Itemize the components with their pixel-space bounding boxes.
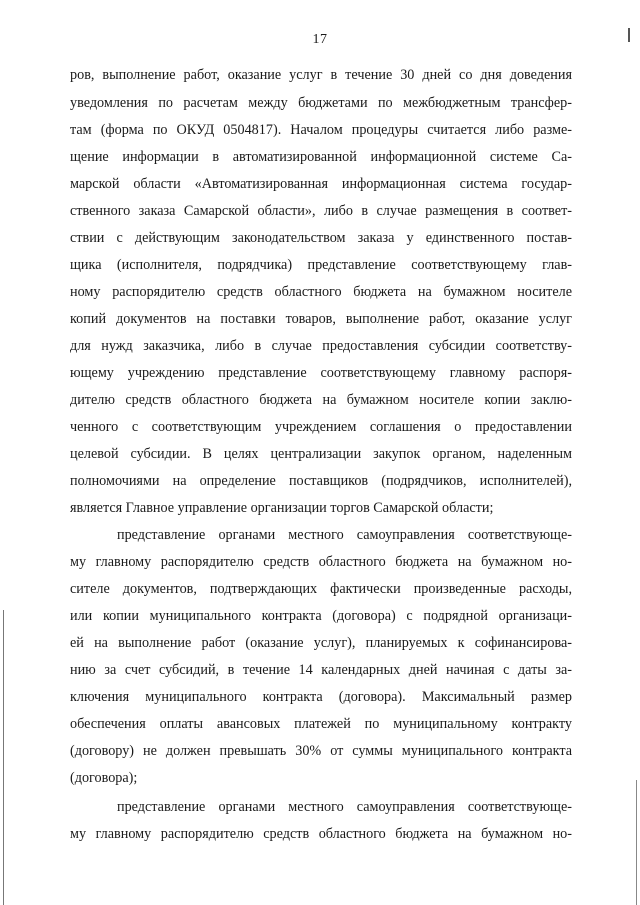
text-line: щение информации в автоматизированной информационной системе Са- [70,149,572,165]
text-line: му главному распорядителю средств областного бюджета на бумажном но- [70,554,572,570]
text-line: для нужд заказчика, либо в случае предоставления субсидии соответству- [70,338,572,354]
text-line: полномочиями на определение поставщиков (подрядчиков, исполнителей), [70,473,572,489]
text-line: копий документов на поставки товаров, выполнение работ, оказание услуг [70,311,572,327]
text-line: ченного с соответствующим учреждением соглашения о предоставлении [70,419,572,435]
text-line: или копии муниципального контракта (договора) с подрядной организаци- [70,608,572,624]
text-line: уведомления по расчетам между бюджетами по межбюджетным трансфер- [70,95,572,111]
text-line: является Главное управление организации торгов Самарской области; [70,500,494,516]
text-line: там (форма по ОКУД 0504817). Началом процедуры считается либо разме- [70,122,572,138]
text-line: ключения муниципального контракта (договора). Максимальный размер [70,689,572,705]
text-line: ров, выполнение работ, оказание услуг в течение 30 дней со дня доведения [70,67,572,83]
paragraph-start-line: представление органами местного самоуправления соответствующе- [117,527,572,543]
text-line: дителю средств областного бюджета на бумажном носителе копии заклю- [70,392,572,408]
text-line: щика (исполнителя, подрядчика) представление соответствующему глав- [70,257,572,273]
scan-artifact-right-edge [636,780,637,905]
text-line: ющему учреждению представление соответствующему главному распоря- [70,365,572,381]
text-line: целевой субсидии. В целях централизации закупок органом, наделенным [70,446,572,462]
text-line: му главному распорядителю средств областного бюджета на бумажном но- [70,826,572,842]
text-line: ному распорядителю средств областного бюджета на бумажном носителе [70,284,572,300]
text-line: марской области «Автоматизированная информационная система государ- [70,176,572,192]
page-number: 17 [312,32,328,47]
text-line: ей на выполнение работ (оказание услуг), планируемых к софинансирова- [70,635,572,651]
text-line: обеспечения оплаты авансовых платежей по муниципальному контракту [70,716,572,732]
text-line: нию за счет субсидий, в течение 14 календарных дней начиная с даты за- [70,662,572,678]
scan-artifact-left-edge [3,610,4,905]
text-line: (договору) не должен превышать 30% от суммы муниципального контракта [70,743,572,759]
text-line: ственного заказа Самарской области», либо в случае размещения в соответ- [70,203,572,219]
text-line: (договора); [70,770,138,786]
text-line: сителе документов, подтверждающих фактически произведенные расходы, [70,581,572,597]
text-line: ствии с действующим законодательством заказа у единственного постав- [70,230,572,246]
paragraph-start-line: представление органами местного самоуправления соответствующе- [117,799,572,815]
